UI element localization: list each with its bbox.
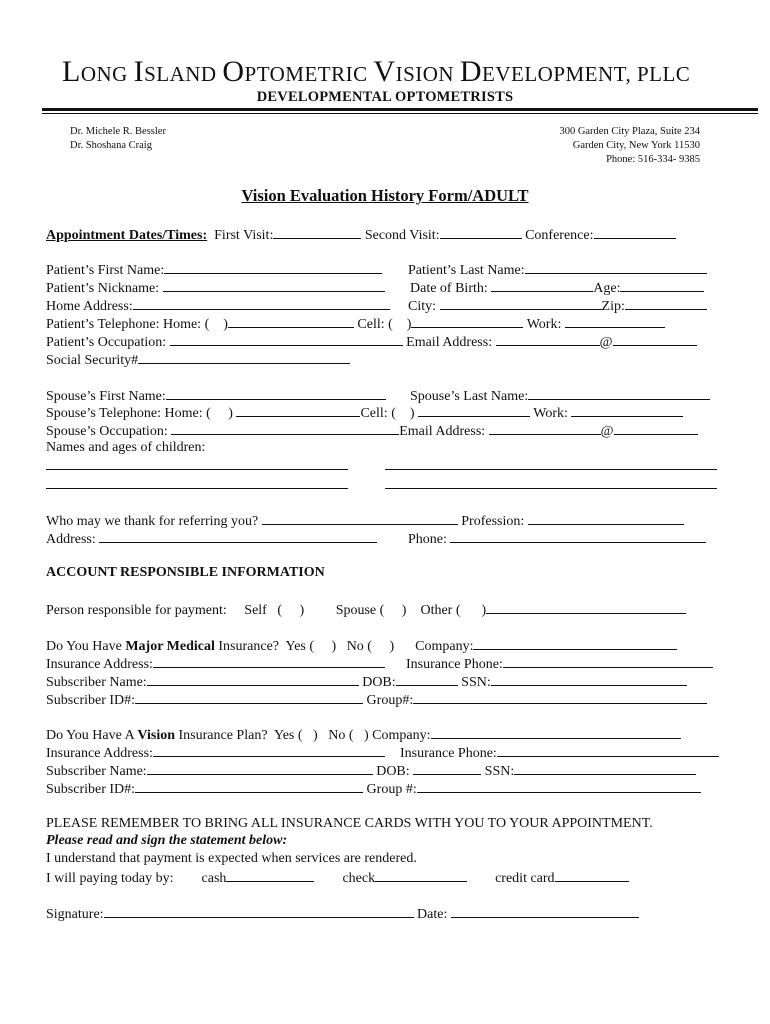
patient-email-user-field[interactable] <box>496 332 600 346</box>
medical-address-field[interactable] <box>153 654 385 668</box>
self-option[interactable]: Self ( ) <box>244 603 305 618</box>
patient-dob-row: Date of Birth: Age: <box>410 278 704 297</box>
payment-statement: I understand that payment is expected when services are rendered. <box>46 851 417 866</box>
referral-row: Who may we thank for referring you? Profession: <box>46 511 684 530</box>
address-line: 300 Garden City Plaza, Suite 234 <box>559 126 700 137</box>
medical-id-row: Subscriber ID#: Group#: <box>46 690 707 709</box>
vision-yes-no-options[interactable]: Insurance Plan? Yes ( ) No ( ) <box>175 728 369 743</box>
date-field[interactable] <box>451 904 639 918</box>
medical-group-field[interactable] <box>413 690 707 704</box>
patient-home-phone-field[interactable] <box>228 314 354 328</box>
patient-first-name-row: Patient’s First Name: <box>46 260 382 279</box>
vision-phone-row: Insurance Phone: <box>400 743 719 762</box>
payment-method-row: I will paying today by: cash check credit card <box>46 868 629 887</box>
spouse-first-name-row: Spouse’s First Name: <box>46 386 386 405</box>
medical-subscriber-name-field[interactable] <box>147 672 359 686</box>
city-field[interactable] <box>440 296 602 310</box>
spouse-last-name-row: Spouse’s Last Name: <box>410 386 710 405</box>
referral-profession-field[interactable] <box>528 511 684 525</box>
spouse-email-domain-field[interactable] <box>614 421 698 435</box>
spouse-home-phone-field[interactable] <box>236 403 360 417</box>
referral-address-field[interactable] <box>99 529 377 543</box>
credit-card-field[interactable] <box>555 868 629 882</box>
patient-last-name-field[interactable] <box>525 260 707 274</box>
doctor-name: Dr. Shoshana Craig <box>70 140 152 151</box>
vision-ssn-field[interactable] <box>514 761 696 775</box>
patient-ssn-row: Social Security# <box>46 350 350 369</box>
practice-name: LONG ISLAND OPTOMETRIC VISION DEVELOPMENT, PLLC <box>62 55 691 88</box>
form-title: Vision Evaluation History Form/ADULT <box>241 186 529 205</box>
spouse-occupation-row: Spouse’s Occupation: Email Address: @ <box>46 421 698 440</box>
spouse-email-user-field[interactable] <box>489 421 601 435</box>
header-rule-thick <box>42 108 758 111</box>
appointment-row: Appointment Dates/Times: First Visit: Second Visit: Conference: <box>46 225 676 244</box>
vision-group-field[interactable] <box>417 779 701 793</box>
medical-phone-field[interactable] <box>503 654 713 668</box>
vision-phone-field[interactable] <box>497 743 719 757</box>
vision-id-row: Subscriber ID#: Group #: <box>46 779 701 798</box>
appointment-label: Appointment Dates/Times: <box>46 228 208 243</box>
second-visit-field[interactable] <box>440 225 522 239</box>
vision-subscriber-name-field[interactable] <box>147 761 373 775</box>
check-field[interactable] <box>375 868 467 882</box>
spouse-option[interactable]: Spouse ( ) <box>335 603 407 618</box>
children-line[interactable] <box>385 488 717 489</box>
spouse-cell-field[interactable] <box>418 403 530 417</box>
medical-address-row: Insurance Address: <box>46 654 385 673</box>
referral-phone-row: Phone: <box>408 529 706 548</box>
other-payer-field[interactable] <box>486 600 686 614</box>
payment-responsible-row: Person responsible for payment: Self ( ) Spouse ( ) Other ( ) <box>46 600 686 619</box>
insurance-reminder: PLEASE REMEMBER TO BRING ALL INSURANCE CARDS WITH YOU TO YOUR APPOINTMENT. <box>46 816 653 831</box>
home-address-field[interactable] <box>133 296 390 310</box>
spouse-telephone-row: Spouse’s Telephone: Home: ( ) Cell: ( ) Work: <box>46 403 683 422</box>
medical-ssn-field[interactable] <box>491 672 687 686</box>
medical-yes-no-options[interactable]: Insurance? Yes ( ) No ( ) <box>214 639 395 654</box>
home-address-row: Home Address: <box>46 296 390 315</box>
patient-age-field[interactable] <box>620 278 704 292</box>
patient-email-domain-field[interactable] <box>613 332 697 346</box>
vision-subscriber-row: Subscriber Name: DOB: SSN: <box>46 761 696 780</box>
patient-last-name-row: Patient’s Last Name: <box>408 260 707 279</box>
doctor-name: Dr. Michele R. Bessler <box>70 126 166 137</box>
spouse-work-field[interactable] <box>571 403 683 417</box>
children-line[interactable] <box>46 469 348 470</box>
children-line[interactable] <box>46 488 348 489</box>
practice-address <box>559 125 700 167</box>
address-line: Garden City, New York 11530 <box>572 140 700 151</box>
signature-field[interactable] <box>104 904 414 918</box>
spouse-last-name-field[interactable] <box>528 386 710 400</box>
patient-nickname-field[interactable] <box>163 278 385 292</box>
children-label: Names and ages of children: <box>46 440 206 455</box>
practice-subtitle: DEVELOPMENTAL OPTOMETRISTS <box>256 89 514 105</box>
vision-address-row: Insurance Address: <box>46 743 385 762</box>
medical-phone-row: Insurance Phone: <box>406 654 713 673</box>
doctor-list <box>70 125 166 153</box>
patient-cell-field[interactable] <box>411 314 523 328</box>
patient-occupation-field[interactable] <box>170 332 403 346</box>
referral-name-field[interactable] <box>262 511 458 525</box>
account-heading: ACCOUNT RESPONSIBLE INFORMATION <box>46 565 325 580</box>
children-line[interactable] <box>385 469 717 470</box>
referral-phone-field[interactable] <box>450 529 706 543</box>
medical-dob-field[interactable] <box>396 672 458 686</box>
medical-subscriber-id-field[interactable] <box>135 690 363 704</box>
vision-subscriber-id-field[interactable] <box>135 779 363 793</box>
spouse-first-name-field[interactable] <box>166 386 386 400</box>
patient-first-name-field[interactable] <box>164 260 382 274</box>
cash-field[interactable] <box>226 868 314 882</box>
header-rule-thin <box>42 113 758 114</box>
vision-company-field[interactable] <box>431 725 681 739</box>
vision-address-field[interactable] <box>153 743 385 757</box>
statement-instruction: Please read and sign the statement below: <box>46 833 288 848</box>
spouse-occupation-field[interactable] <box>171 421 399 435</box>
patient-telephone-row: Patient’s Telephone: Home: ( ) Cell: ( ) Work: <box>46 314 665 333</box>
patient-work-field[interactable] <box>565 314 665 328</box>
conference-field[interactable] <box>594 225 676 239</box>
other-option[interactable]: Other ( ) <box>420 603 487 618</box>
vision-dob-field[interactable] <box>413 761 481 775</box>
patient-nickname-row: Patient’s Nickname: <box>46 278 385 297</box>
signature-row: Signature: Date: <box>46 904 639 923</box>
vision-question-row: Do You Have A Vision Insurance Plan? Yes ( ) No ( ) Company: <box>46 725 681 744</box>
patient-dob-field[interactable] <box>491 278 593 292</box>
first-visit-field[interactable] <box>273 225 361 239</box>
patient-ssn-field[interactable] <box>138 350 350 364</box>
medical-subscriber-row: Subscriber Name: DOB: SSN: <box>46 672 687 691</box>
phone-line: Phone: 516-334- 9385 <box>606 154 700 165</box>
patient-occupation-row: Patient’s Occupation: Email Address: @ <box>46 332 697 351</box>
referral-address-row: Address: <box>46 529 377 548</box>
medical-company-field[interactable] <box>473 636 677 650</box>
medical-question-row: Do You Have Major Medical Insurance? Yes ( ) No ( ) Company: <box>46 636 677 655</box>
city-zip-row: City: Zip: <box>408 296 707 315</box>
zip-field[interactable] <box>625 296 707 310</box>
